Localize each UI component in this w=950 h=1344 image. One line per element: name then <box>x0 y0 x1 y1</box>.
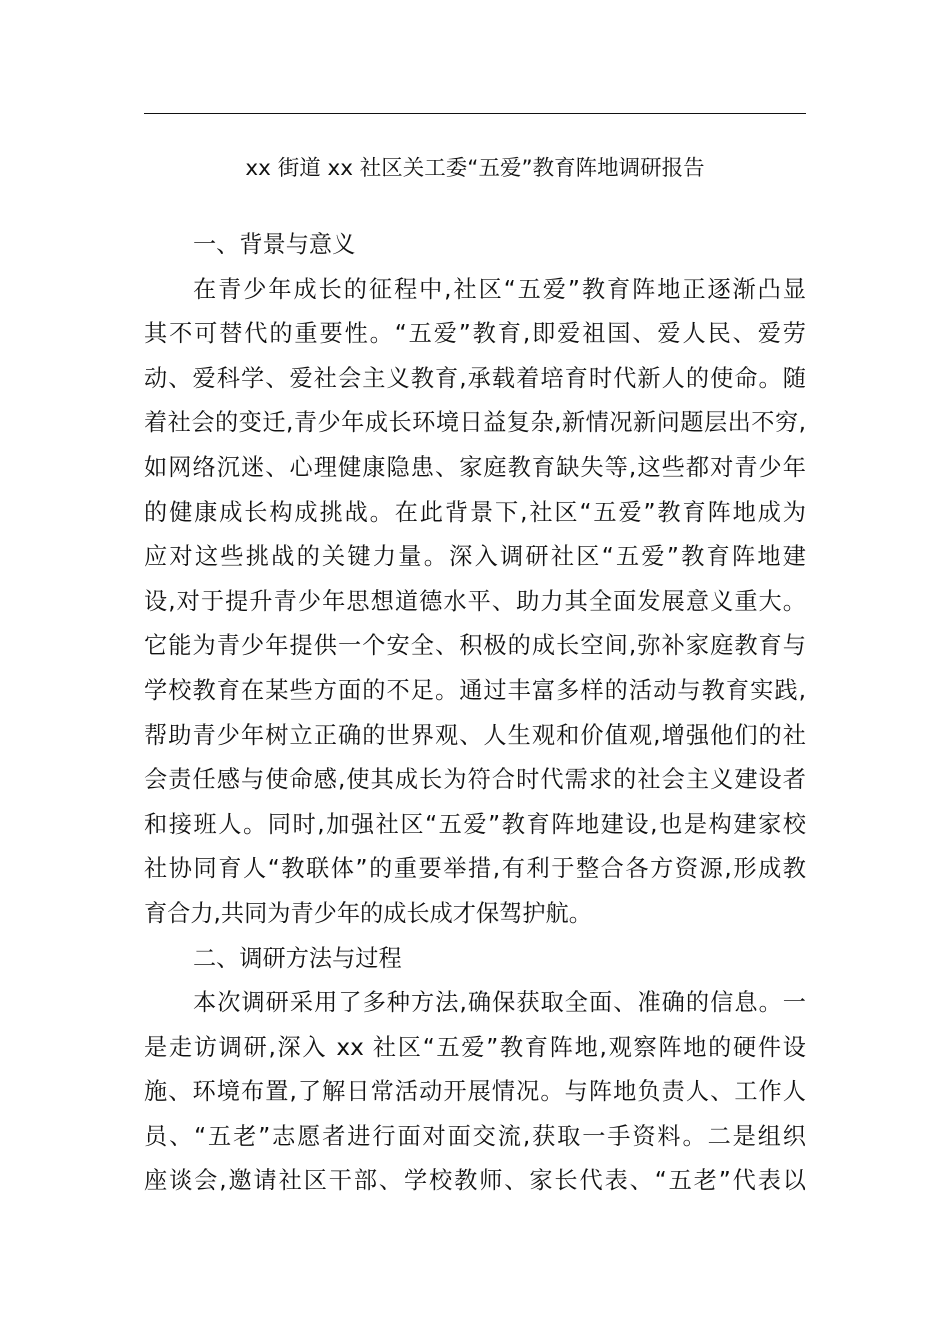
paragraph-line: 本次调研采用了多种方法,确保获取全面、准确的信息。一 <box>193 989 806 1017</box>
paragraph-line: 其不可替代的重要性。“五爱”教育,即爱祖国、爱人民、爱劳 <box>144 320 806 348</box>
paragraph-line: 员、“五老”志愿者进行面对面交流,获取一手资料。二是组织 <box>144 1122 806 1150</box>
paragraph-line: 社协同育人“教联体”的重要举措,有利于整合各方资源,形成教 <box>144 855 806 883</box>
paragraph-line: 会责任感与使命感,使其成长为符合时代需求的社会主义建设者 <box>144 766 806 794</box>
paragraph-line: 如网络沉迷、心理健康隐患、家庭教育缺失等,这些都对青少年 <box>144 453 806 481</box>
paragraph-line: 设,对于提升青少年思想道德水平、助力其全面发展意义重大。 <box>144 587 806 615</box>
paragraph-line: 学校教育在某些方面的不足。通过丰富多样的活动与教育实践, <box>144 676 806 704</box>
paragraph-line: 施、环境布置,了解日常活动开展情况。与阵地负责人、工作人 <box>144 1078 806 1106</box>
paragraph-line: 动、爱科学、爱社会主义教育,承载着培育时代新人的使命。随 <box>144 364 806 392</box>
paragraph-line: 它能为青少年提供一个安全、积极的成长空间,弥补家庭教育与 <box>144 632 806 660</box>
paragraph-line: 育合力,共同为青少年的成长成才保驾护航。 <box>144 899 592 927</box>
document-title: xx 街道 xx 社区关工委“五爱”教育阵地调研报告 <box>245 156 705 181</box>
paragraph-line: 是走访调研,深入 xx 社区“五爱”教育阵地,观察阵地的硬件设 <box>144 1033 806 1061</box>
paragraph-line: 和接班人。同时,加强社区“五爱”教育阵地建设,也是构建家校 <box>144 810 806 838</box>
header-rule <box>144 113 806 114</box>
paragraph-line: 帮助青少年树立正确的世界观、人生观和价值观,增强他们的社 <box>144 721 806 749</box>
section-heading: 二、调研方法与过程 <box>193 944 402 972</box>
paragraph-line: 着社会的变迁,青少年成长环境日益复杂,新情况新问题层出不穷, <box>144 409 806 437</box>
paragraph-line: 应对这些挑战的关键力量。深入调研社区“五爱”教育阵地建 <box>144 543 806 571</box>
paragraph-line: 的健康成长构成挑战。在此背景下,社区“五爱”教育阵地成为 <box>144 498 806 526</box>
paragraph-line: 在青少年成长的征程中,社区“五爱”教育阵地正逐渐凸显 <box>193 275 806 303</box>
body-text <box>144 223 806 1204</box>
section-heading: 一、背景与意义 <box>193 231 356 258</box>
paragraph-line: 座谈会,邀请社区干部、学校教师、家长代表、“五老”代表以 <box>144 1167 806 1195</box>
